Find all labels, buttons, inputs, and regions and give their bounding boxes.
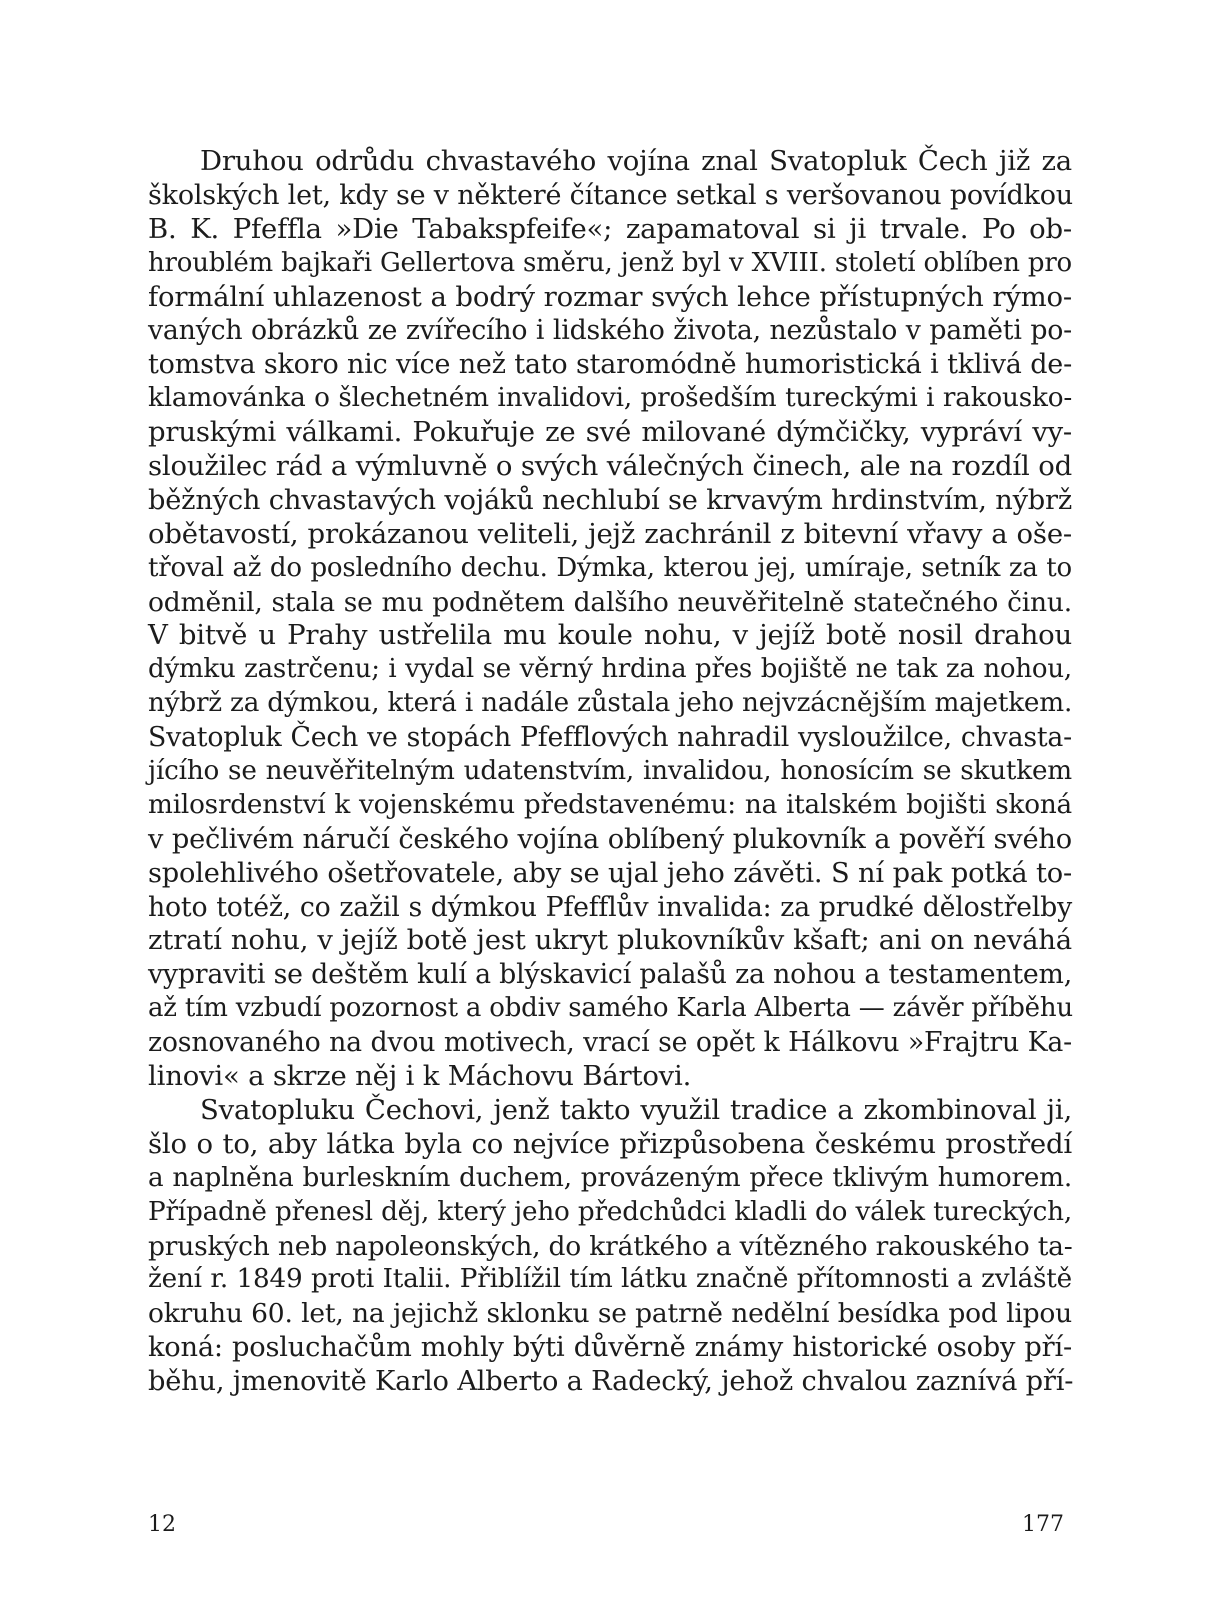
text-line: třoval až do posledního dechu. Dýmka, kterou jej, umíraje, setník za to — [148, 552, 1072, 583]
text-line: formální uhlazenost a bodrý rozmar svých lehce přístupných rýmo- — [148, 280, 1072, 313]
text-line: vaných obrázků ze zvířecího i lidského života, nezůstalo v paměti po- — [148, 315, 1072, 347]
text-line: běžných chvastavých vojáků nechlubí se krvavým hrdinstvím, nýbrž — [148, 484, 1072, 516]
text-line: a naplněna burleskním duchem, provázeným přece tklivým humorem. — [148, 1162, 1072, 1193]
text-line: pruských neb napoleonských, do krátkého a vítězného rakouského ta- — [148, 1230, 1073, 1262]
text-line: V bitvě u Prahy ustřelila mu koule nohu, v jejíž botě nosil drahou — [148, 619, 1072, 652]
text-line: Případně přenesl děj, který jeho předchůdci kladli do válek tureckých, — [148, 1196, 1072, 1227]
text-line: B. K. Pfeffla »Die Tabakspfeife«; zapamatoval si ji trvale. Po ob- — [148, 212, 1072, 245]
text-line: koná: posluchačům mohly býti důvěrně známy historické osoby pří- — [148, 1332, 1072, 1364]
text-line: pruskými válkami. Pokuřuje ze své milované dýmčičky, vypráví vy- — [148, 416, 1072, 449]
text-line: milosrdenství k vojenskému představenému: na italském bojišti skoná — [148, 789, 1072, 820]
paragraph-2 — [148, 1094, 1072, 1399]
text-line: až tím vzbudí pozornost a obdiv samého Karla Alberta — závěr příběhu — [148, 993, 1073, 1024]
page-number: 177 — [1022, 1512, 1064, 1537]
text-line: v pečlivém náručí českého vojína oblíbený plukovník a pověří svého — [148, 823, 1072, 855]
text-line: vypraviti se deštěm kulí a blýskavicí palašů za nohou a testamentem, — [148, 959, 1072, 991]
text-line: nýbrž za dýmkou, která i nadále zůstala jeho nejvzácnějším majetkem. — [148, 688, 1073, 719]
text-line: šlo o to, aby látka byla co nejvíce přizpůsobena českému prostředí — [148, 1127, 1072, 1160]
text-line: hroublém bajkaři Gellertova směru, jenž byl v XVIII. století oblíben pro — [148, 247, 1072, 278]
text-line: jícího se neuvěřitelným udatenstvím, invalidou, honosícím se skutkem — [148, 756, 1072, 787]
text-line: Druhou odrůdu chvastavého vojína znal Svatopluk Čech již za — [200, 145, 1072, 177]
paragraph-1 — [148, 145, 1072, 1094]
text-line: žení r. 1849 proti Italii. Přiblížil tím látku značně přítomnosti a zvláště — [148, 1264, 1072, 1295]
text-line: Svatopluku Čechovi, jenž takto využil tradice a zkombinoval ji, — [200, 1093, 1072, 1126]
text-line: zosnovaného na dvou motivech, vrací se opět k Hálkovu »Frajtru Ka- — [148, 1027, 1072, 1059]
body-text — [148, 145, 1072, 1399]
text-line: spolehlivého ošetřovatele, aby se ujal jeho závěti. S ní pak potká to- — [148, 857, 1072, 889]
text-line: obětavostí, prokázanou veliteli, jejž zachránil z bitevní vřavy a oše- — [148, 517, 1072, 550]
text-line: ztratí nohu, v jejíž botě jest ukryt plukovníkův kšaft; ani on neváhá — [148, 924, 1072, 957]
text-line: klamovánka o šlechetném invalidovi, prošedším tureckými i rakousko- — [148, 383, 1072, 414]
text-line: školských let, kdy se v některé čítance setkal s veršovanou povídkou — [148, 179, 1073, 211]
text-line: běhu, jmenovitě Karlo Alberto a Radecký, jehož chvalou zaznívá pří- — [148, 1366, 1074, 1398]
text-line: hoto totéž, co zažil s dýmkou Pfefflův invalida: za prudké dělostřelby — [148, 891, 1072, 923]
text-line: odměnil, stala se mu podnětem dalšího neuvěřitelně statečného činu. — [148, 586, 1072, 618]
text-line: okruhu 60. let, na jejichž sklonku se patrně nedělní besídka pod lipou — [148, 1298, 1072, 1330]
text-line: tomstva skoro nic více než tato staromódně humoristická i tklivá de- — [148, 349, 1072, 381]
signature-mark: 12 — [148, 1512, 176, 1537]
text-line: sloužilec rád a výmluvně o svých válečných činech, ale na rozdíl od — [148, 450, 1072, 483]
text-line: dýmku zastrčenu; i vydal se věrný hrdina přes bojiště ne tak za nohou, — [148, 654, 1072, 685]
text-line: linovi« a skrze něj i k Máchovu Bártovi. — [148, 1060, 692, 1093]
text-line: Svatopluk Čech ve stopách Pfefflových nahradil vysloužilce, chvasta- — [148, 722, 1072, 754]
